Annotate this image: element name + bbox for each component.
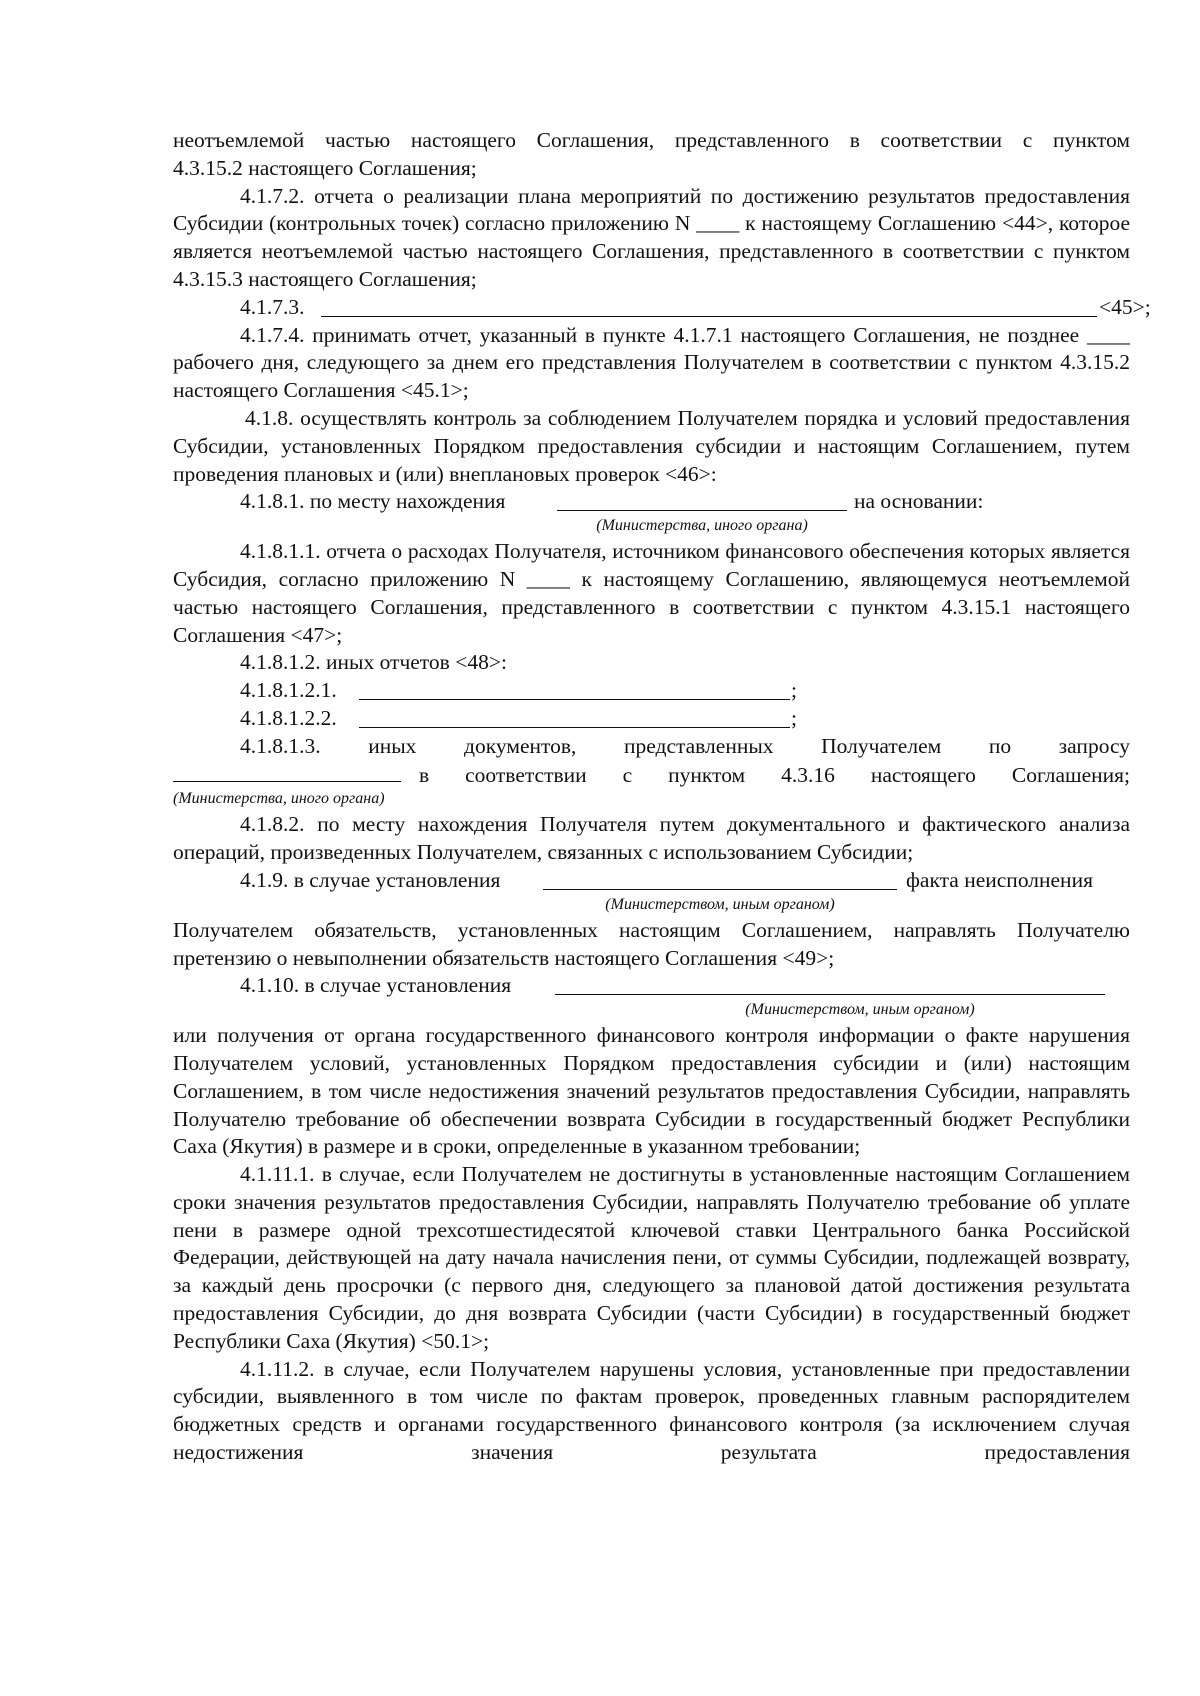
caption-row-2: [173, 789, 1130, 811]
paragraph-4-1-10: [173, 972, 1130, 1000]
footnote-ref: <45>;: [1099, 294, 1151, 319]
blank-line: [555, 974, 1105, 995]
blank-line: [321, 296, 1097, 317]
paragraph-4-1-8-1-3-cont: [173, 761, 1130, 790]
paragraph-1a: неотъемлемой частью настоящего Соглашения, представленного в соответствии с пунктом: [173, 128, 1130, 152]
paragraph-4-1-8: 4.1.8. осуществлять контроль за соблюдением Получателем порядка и условий предоставления Субсидии, установленных Порядком предоставления субсидии и настоящим Соглашением, путем проведения плановых и (или) внеплановых проверок <46>:: [173, 405, 1130, 486]
caption-ministry: (Министерством, иным органом): [745, 1001, 975, 1019]
blank-line: [557, 490, 847, 511]
text-before-blank: 4.1.8.1. по месту нахождения: [240, 489, 506, 514]
semicolon: ;: [791, 705, 797, 730]
caption-row-4: [173, 1000, 1130, 1022]
paragraph-4-1-8-1: [173, 488, 1130, 516]
paragraph-4-1-9: [173, 867, 1130, 895]
blank-line: [543, 869, 897, 890]
caption-ministry: (Министерством, иным органом): [605, 895, 835, 913]
blank-line: [173, 761, 401, 782]
paragraph-4-1-10-cont: или получения от органа государственного финансового контроля информации о факте нарушения Получателем условий, установленных Порядком предоставления субсидии и (или) настоящим Соглашением, в том числе недостижения значений результатов предоставления Субсидии, направлять Получателю требование об обеспечении возврата Субсидии в государственный бюджет Республики Саха (Якутия) в размере и в сроки, определенные в указанном требовании;: [173, 1023, 1130, 1159]
text-after-blank: на основании:: [854, 489, 984, 514]
semicolon: ;: [791, 678, 797, 703]
item-number: 4.1.7.3.: [240, 294, 305, 319]
paragraph-4-1-7-4: 4.1.7.4. принимать отчет, указанный в пункте 4.1.7.1 настоящего Соглашения, не позднее ____ рабочего дня, следующего за днем его представления Получателем в соответствии с пунктом 4.3.15.2 настоящего Соглашения <45.1>;: [173, 322, 1130, 403]
blank-line: [359, 707, 790, 728]
text-before-blank: 4.1.10. в случае установления: [240, 973, 512, 998]
paragraph-4-1-8-1-2-1: [173, 677, 1130, 705]
paragraph-4-1-8-1-1: 4.1.8.1.1. отчета о расходах Получателя, источником финансового обеспечения которых является Субсидия, согласно приложению N ____ к настоящему Соглашению, являющемуся неотъемлемой частью настоящего Соглашения, представленного в соответствии с пунктом 4.3.15.1 настоящего Соглашения <47>;: [173, 539, 1130, 647]
paragraph-4-1-8-2: 4.1.8.2. по месту нахождения Получателя путем документального и фактического анализа операций, произведенных Получателем, связанных с использованием Субсидии;: [173, 812, 1130, 865]
item-number: 4.1.8.1.2.1.: [240, 678, 337, 703]
continuation-text: в соответствии с пунктом 4.3.16 настоящего Соглашения;: [419, 762, 1130, 787]
paragraph-4-1-11-1: 4.1.11.1. в случае, если Получателем не достигнуты в установленные настоящим Соглашением сроки значения результатов предоставления Субсидии, направлять Получателю требование об уплате пени в размере одной трехсотшестидесятой ключевой ставки Центрального банка Российской Федерации, действующей на дату начала начисления пени, от суммы Субсидии, подлежащей возврату, за каждый день просрочки (с первого дня, следующего за плановой датой достижения результата предоставления Субсидии, до дня возврата Субсидии (части Субсидии) в государственный бюджет Республики Саха (Якутия) <50.1>;: [173, 1162, 1130, 1353]
caption-ministry: (Министерства, иного органа): [596, 517, 808, 535]
item-number: 4.1.8.1.2.2.: [240, 705, 337, 730]
paragraph-4-1-7-3: [173, 294, 1151, 322]
caption-row-1: [173, 516, 1130, 538]
text-before-blank: 4.1.9. в случае установления: [240, 867, 501, 892]
text-after-blank: факта неисполнения: [906, 867, 1093, 892]
caption-ministry: (Министерства, иного органа): [173, 790, 385, 808]
paragraph-4-1-8-1-3: 4.1.8.1.3. иных документов, представленных Получателем по запросу: [240, 733, 1130, 758]
paragraph-4-1-7-2: 4.1.7.2. отчета о реализации плана мероприятий по достижению результатов предоставления Субсидии (контрольных точек) согласно приложению N ____ к настоящему Соглашению <44>, которое является неотъемлемой частью настоящего Соглашения, представленного в соответствии с пунктом 4.3.15.3 настоящего Соглашения;: [173, 183, 1130, 291]
paragraph-4-1-8-1-2: 4.1.8.1.2. иных отчетов <48>:: [240, 650, 507, 675]
paragraph-4-1-8-1-2-2: [173, 705, 1130, 733]
blank-line: [359, 679, 790, 700]
caption-row-3: [173, 895, 1130, 917]
paragraph-4-1-11-2: 4.1.11.2. в случае, если Получателем нарушены условия, установленные при предоставлении субсидии, выявленного в том числе по фактам проверок, проведенных главным распорядителем бюджетных средств и органами государственного финансового контроля (за исключением случая недостижения значения результата предоставления: [173, 1356, 1130, 1465]
document-page: [173, 127, 1151, 1467]
paragraph-1b: 4.3.15.2 настоящего Соглашения;: [173, 155, 477, 180]
paragraph-4-1-9-cont: Получателем обязательств, установленных настоящим Соглашением, направлять Получателю претензию о невыполнении обязательств настоящего Соглашения <49>;: [173, 917, 1130, 970]
